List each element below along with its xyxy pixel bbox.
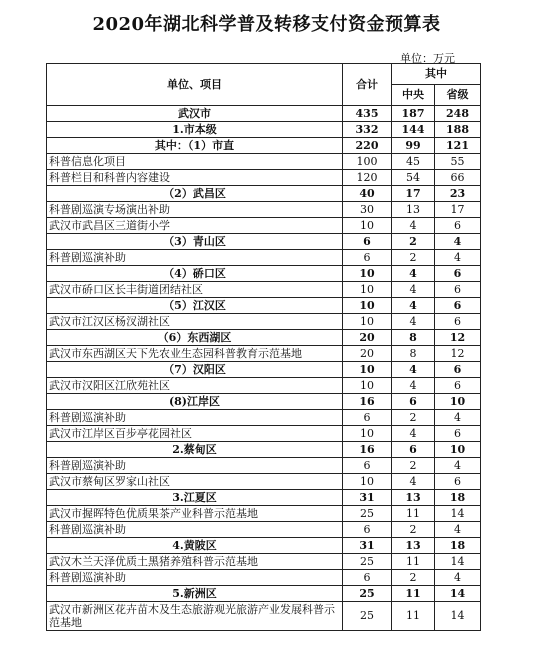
row-province: 14 <box>435 586 481 602</box>
row-province: 66 <box>435 170 481 186</box>
table-row <box>47 570 481 586</box>
table-row <box>47 106 481 122</box>
header-province: 省级 <box>435 85 481 106</box>
row-label: 武汉市江汉区杨汊湖社区 <box>47 314 343 330</box>
row-label: （3）青山区 <box>47 234 343 250</box>
row-total: 10 <box>343 314 392 330</box>
row-province: 121 <box>435 138 481 154</box>
row-total: 25 <box>343 554 392 570</box>
row-total: 120 <box>343 170 392 186</box>
row-province: 18 <box>435 538 481 554</box>
row-label: 武汉市新洲区花卉苗木及生态旅游观光旅游产业发展科普示范基地 <box>47 602 343 631</box>
row-central: 4 <box>392 298 435 314</box>
row-central: 4 <box>392 378 435 394</box>
row-central: 11 <box>392 586 435 602</box>
row-province: 10 <box>435 394 481 410</box>
row-province: 17 <box>435 202 481 218</box>
table-row <box>47 426 481 442</box>
row-total: 16 <box>343 442 392 458</box>
table-row <box>47 554 481 570</box>
row-province: 10 <box>435 442 481 458</box>
row-province: 14 <box>435 554 481 570</box>
table-row <box>47 506 481 522</box>
header-of-which: 其中 <box>392 64 481 85</box>
row-central: 4 <box>392 282 435 298</box>
table-row <box>47 442 481 458</box>
table-body <box>47 106 481 631</box>
row-total: 10 <box>343 218 392 234</box>
row-total: 20 <box>343 346 392 362</box>
row-label: 科普剧巡演补助 <box>47 458 343 474</box>
row-central: 2 <box>392 458 435 474</box>
row-central: 17 <box>392 186 435 202</box>
table-row <box>47 314 481 330</box>
row-central: 2 <box>392 250 435 266</box>
row-label: 科普剧巡演补助 <box>47 570 343 586</box>
row-total: 100 <box>343 154 392 170</box>
row-label: 武汉市硚口区长丰街道团结社区 <box>47 282 343 298</box>
row-province: 6 <box>435 426 481 442</box>
table-row <box>47 266 481 282</box>
row-label: 科普剧巡演补助 <box>47 250 343 266</box>
row-total: 6 <box>343 250 392 266</box>
row-label: 3.江夏区 <box>47 490 343 506</box>
row-central: 4 <box>392 426 435 442</box>
row-province: 18 <box>435 490 481 506</box>
row-label: 科普剧巡演补助 <box>47 522 343 538</box>
table-row <box>47 218 481 234</box>
table-row <box>47 186 481 202</box>
row-total: 6 <box>343 410 392 426</box>
row-label: 科普栏目和科普内容建设 <box>47 170 343 186</box>
table-row <box>47 394 481 410</box>
row-label: 武汉市东西湖区天下先农业生态园科普教育示范基地 <box>47 346 343 362</box>
row-province: 12 <box>435 346 481 362</box>
row-central: 99 <box>392 138 435 154</box>
row-central: 11 <box>392 506 435 522</box>
row-province: 14 <box>435 506 481 522</box>
row-label: 5.新洲区 <box>47 586 343 602</box>
row-label: 武汉市汉阳区江欣苑社区 <box>47 378 343 394</box>
table-row <box>47 202 481 218</box>
row-central: 11 <box>392 602 435 631</box>
table-row <box>47 282 481 298</box>
row-central: 2 <box>392 570 435 586</box>
row-total: 40 <box>343 186 392 202</box>
row-total: 10 <box>343 426 392 442</box>
row-central: 54 <box>392 170 435 186</box>
table-row <box>47 122 481 138</box>
row-province: 6 <box>435 298 481 314</box>
row-province: 188 <box>435 122 481 138</box>
table-row <box>47 234 481 250</box>
header-central: 中央 <box>392 85 435 106</box>
row-central: 6 <box>392 394 435 410</box>
row-central: 6 <box>392 442 435 458</box>
row-total: 6 <box>343 458 392 474</box>
table-row <box>47 522 481 538</box>
row-total: 10 <box>343 474 392 490</box>
row-total: 10 <box>343 378 392 394</box>
header-total: 合计 <box>343 64 392 106</box>
row-total: 435 <box>343 106 392 122</box>
unit-label: 单位：万元 <box>400 52 455 65</box>
row-label: 科普剧巡演补助 <box>47 410 343 426</box>
row-total: 16 <box>343 394 392 410</box>
row-province: 6 <box>435 314 481 330</box>
table-row <box>47 362 481 378</box>
row-label: （5）江汉区 <box>47 298 343 314</box>
row-label: 武汉木兰天泽优质土黑猪养殖科普示范基地 <box>47 554 343 570</box>
row-total: 10 <box>343 298 392 314</box>
row-central: 45 <box>392 154 435 170</box>
row-central: 13 <box>392 538 435 554</box>
row-central: 187 <box>392 106 435 122</box>
row-central: 2 <box>392 234 435 250</box>
row-province: 4 <box>435 410 481 426</box>
row-province: 14 <box>435 602 481 631</box>
row-label: 武汉市江岸区百步亭花园社区 <box>47 426 343 442</box>
row-province: 6 <box>435 378 481 394</box>
row-central: 13 <box>392 202 435 218</box>
row-central: 13 <box>392 490 435 506</box>
row-label: 4.黄陂区 <box>47 538 343 554</box>
row-label: 武汉市武昌区三道街小学 <box>47 218 343 234</box>
row-province: 4 <box>435 250 481 266</box>
row-central: 4 <box>392 266 435 282</box>
row-label: 其中：（1）市直 <box>47 138 343 154</box>
table-row <box>47 250 481 266</box>
row-province: 55 <box>435 154 481 170</box>
row-province: 4 <box>435 458 481 474</box>
row-total: 10 <box>343 282 392 298</box>
table-row <box>47 330 481 346</box>
budget-table <box>46 63 481 631</box>
row-province: 4 <box>435 234 481 250</box>
row-total: 31 <box>343 490 392 506</box>
row-total: 25 <box>343 506 392 522</box>
header-item: 单位、项目 <box>47 64 343 106</box>
row-central: 8 <box>392 330 435 346</box>
row-province: 248 <box>435 106 481 122</box>
table-row <box>47 474 481 490</box>
row-province: 4 <box>435 570 481 586</box>
row-total: 31 <box>343 538 392 554</box>
row-label: (8)江岸区 <box>47 394 343 410</box>
table-row <box>47 170 481 186</box>
row-total: 10 <box>343 362 392 378</box>
table-row <box>47 458 481 474</box>
row-label: （2）武昌区 <box>47 186 343 202</box>
table-row <box>47 538 481 554</box>
row-total: 6 <box>343 570 392 586</box>
row-label: （7）汉阳区 <box>47 362 343 378</box>
row-central: 2 <box>392 410 435 426</box>
table-row <box>47 298 481 314</box>
row-total: 25 <box>343 602 392 631</box>
row-central: 4 <box>392 218 435 234</box>
table-row <box>47 378 481 394</box>
row-total: 25 <box>343 586 392 602</box>
row-central: 4 <box>392 362 435 378</box>
row-central: 8 <box>392 346 435 362</box>
table-row <box>47 346 481 362</box>
row-label: 1.市本级 <box>47 122 343 138</box>
row-province: 6 <box>435 218 481 234</box>
table-row <box>47 138 481 154</box>
row-total: 6 <box>343 234 392 250</box>
row-central: 4 <box>392 474 435 490</box>
row-label: 科普信息化项目 <box>47 154 343 170</box>
row-label: 武汉市 <box>47 106 343 122</box>
document-title: 2020年湖北科学普及转移支付资金预算表 <box>92 14 441 35</box>
row-province: 23 <box>435 186 481 202</box>
row-central: 11 <box>392 554 435 570</box>
row-province: 6 <box>435 282 481 298</box>
row-province: 6 <box>435 266 481 282</box>
row-label: （6）东西湖区 <box>47 330 343 346</box>
table-row <box>47 154 481 170</box>
row-total: 220 <box>343 138 392 154</box>
row-label: 武汉市握晖特色优质果茶产业科普示范基地 <box>47 506 343 522</box>
row-label: 武汉市蔡甸区罗家山社区 <box>47 474 343 490</box>
row-total: 6 <box>343 522 392 538</box>
row-province: 12 <box>435 330 481 346</box>
table-row <box>47 602 481 631</box>
row-total: 332 <box>343 122 392 138</box>
row-total: 30 <box>343 202 392 218</box>
row-total: 20 <box>343 330 392 346</box>
row-central: 144 <box>392 122 435 138</box>
table-row <box>47 410 481 426</box>
row-province: 6 <box>435 474 481 490</box>
table-row <box>47 490 481 506</box>
row-province: 4 <box>435 522 481 538</box>
row-province: 6 <box>435 362 481 378</box>
row-central: 4 <box>392 314 435 330</box>
row-label: 科普剧巡演专场演出补助 <box>47 202 343 218</box>
row-label: （4）硚口区 <box>47 266 343 282</box>
table-row <box>47 586 481 602</box>
row-label: 2.蔡甸区 <box>47 442 343 458</box>
row-central: 2 <box>392 522 435 538</box>
row-total: 10 <box>343 266 392 282</box>
